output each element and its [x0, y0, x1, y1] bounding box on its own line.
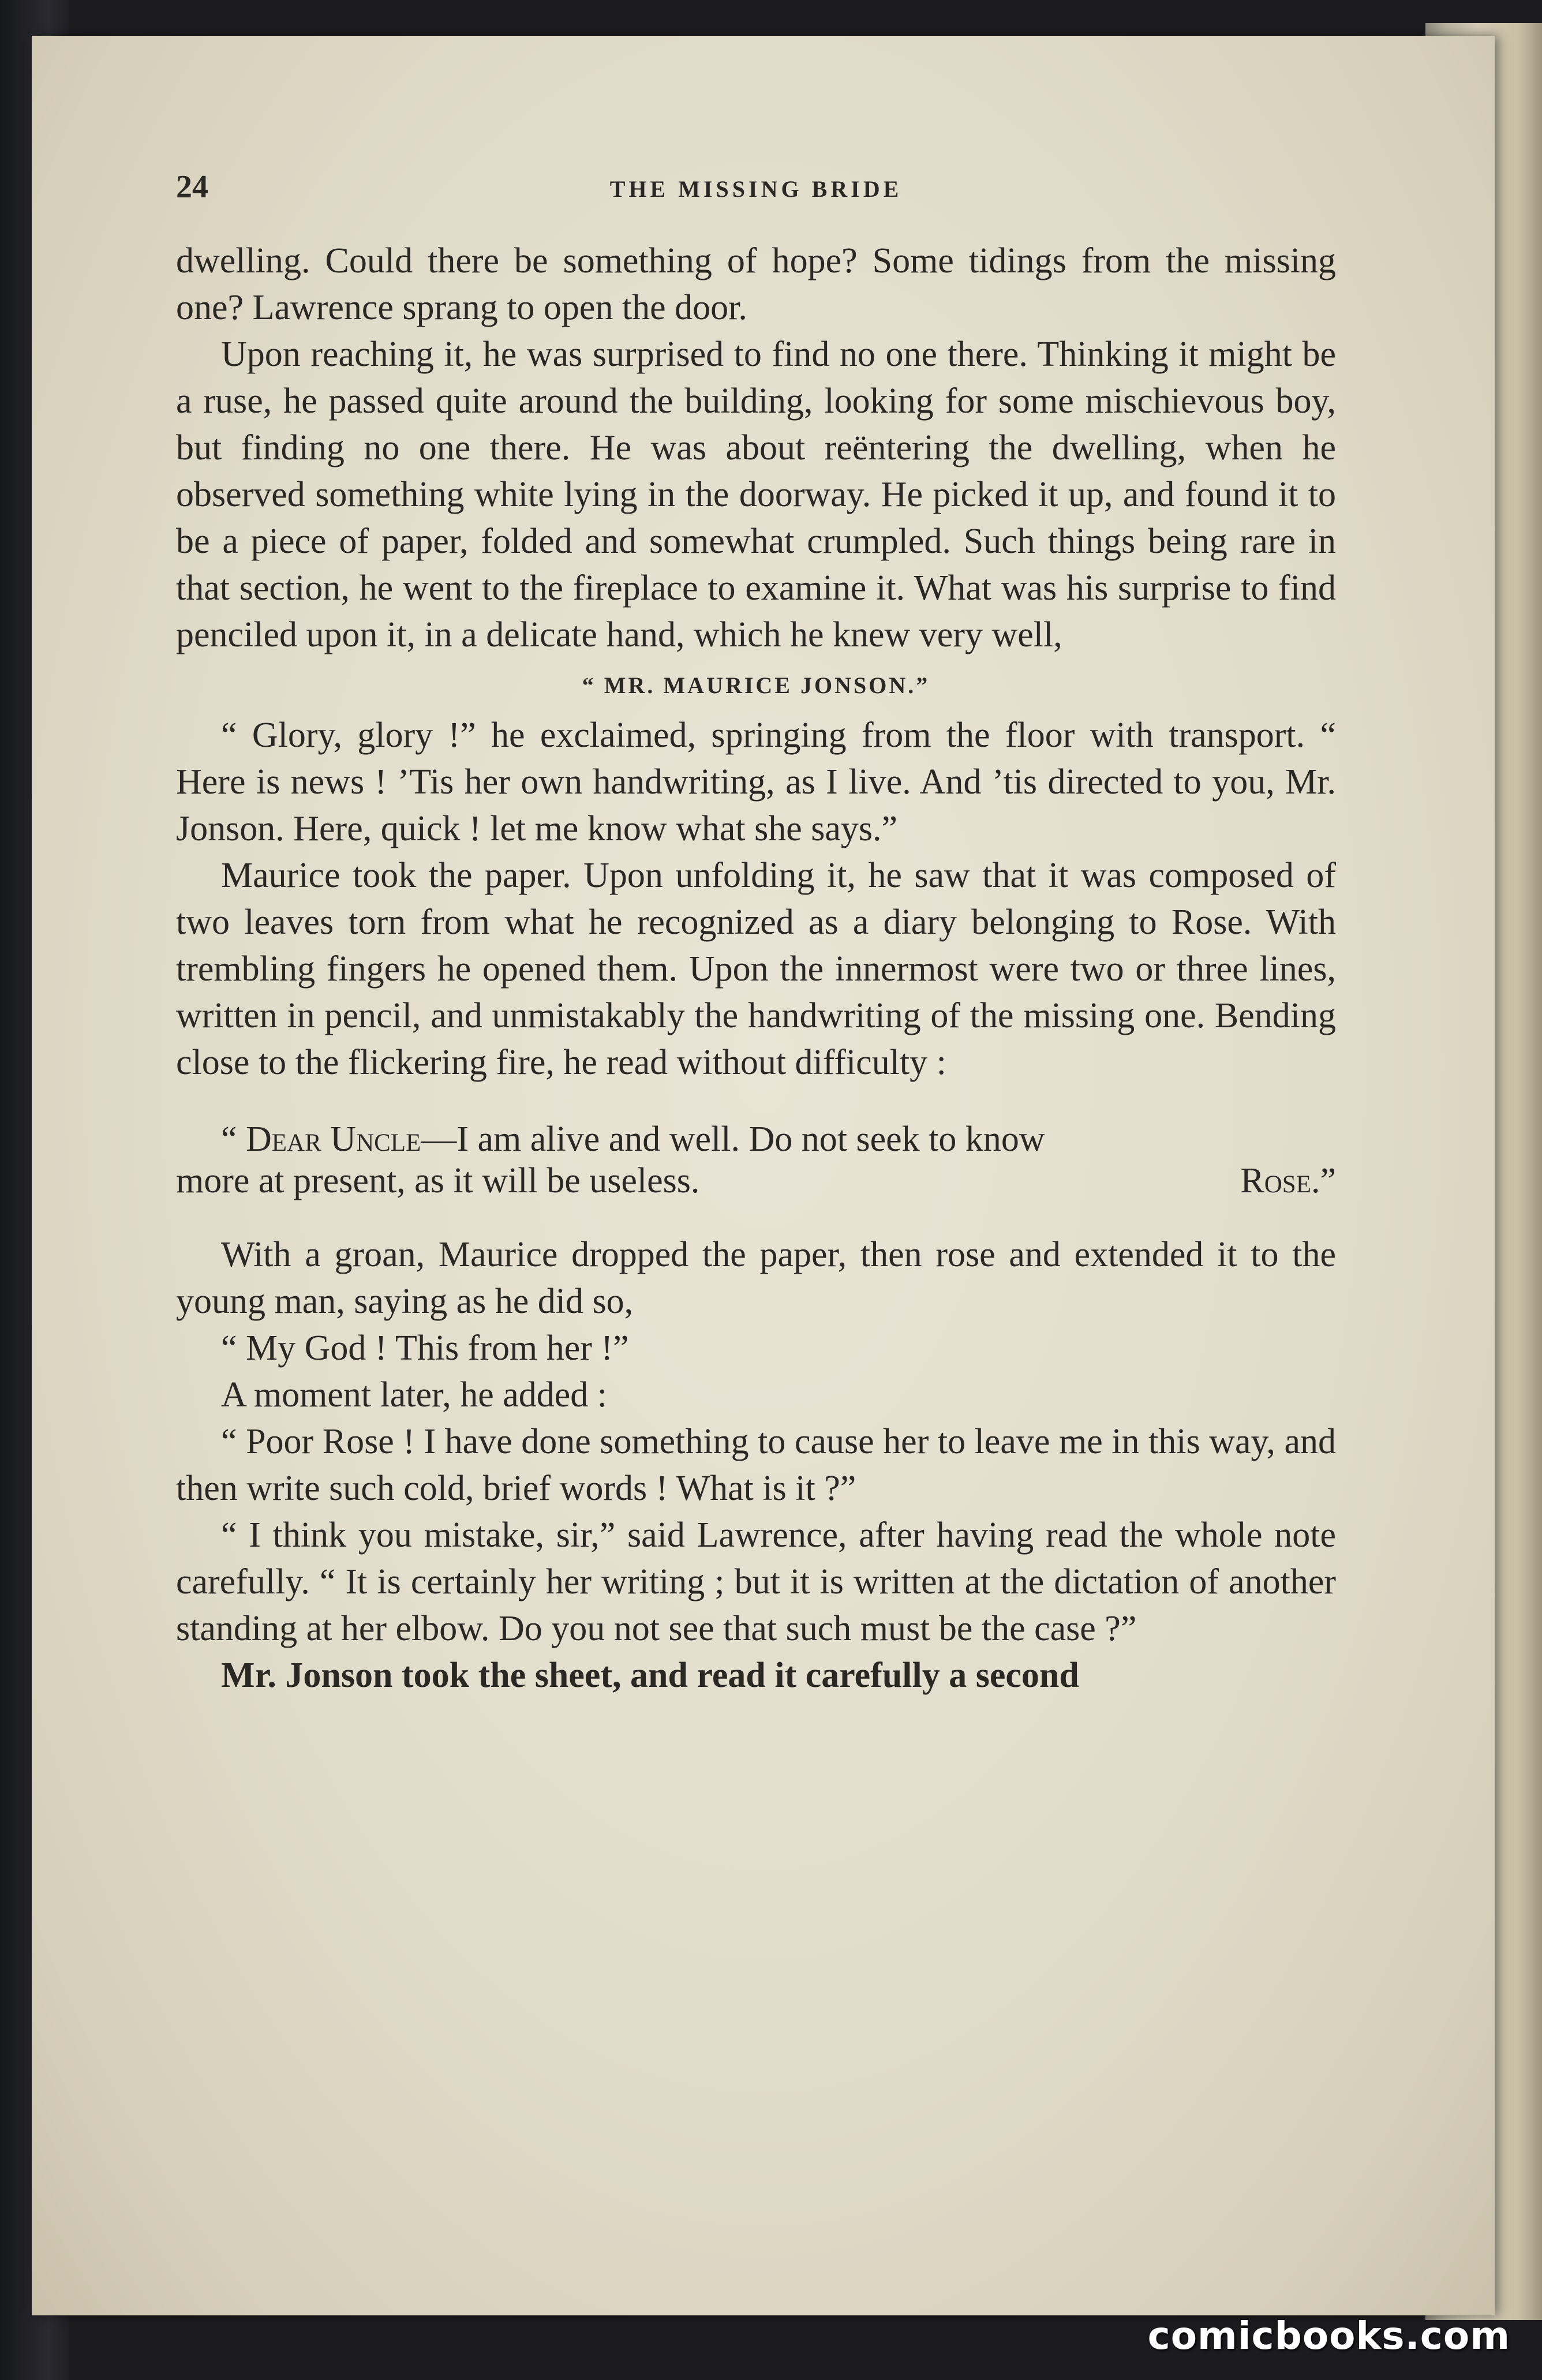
- paragraph-3: “ Glory, glory !” he exclaimed, springing from the floor with transport. “ Here is news ! ’Tis her own handwriting, as I live. And ’tis directed to you, Mr. Jonson. Here, quick ! let me know what she says.”: [176, 716, 1336, 848]
- site-watermark: comicbooks.com: [1147, 2314, 1510, 2358]
- paragraph-9: “ I think you mistake, sir,” said Lawrence, after having read the whole note carefully. “ It is certainly her writing ; but it is written at the dictation of another standing at her elbow. Do you not see that such must be the case ?”: [176, 1515, 1336, 1648]
- paragraph-10: Mr. Jonson took the sheet, and read it carefully a second: [221, 1656, 1079, 1695]
- letter-salutation: “ Dear Uncle: [221, 1120, 421, 1159]
- paragraph-1: dwelling. Could there be something of hope? Some tidings from the missing one? Lawrence sprang to open the door.: [176, 241, 1336, 327]
- page-header: [176, 169, 1336, 215]
- paragraph-2: Upon reaching it, he was surprised to find no one there. Thinking it might be a ruse, he passed quite around the building, looking for some mischievous boy, but finding no one there. He was about reëntering the dwelling, when he observed something white lying in the doorway. He picked it up, and found it to be a piece of paper, folded and somewhat crumpled. Such things being rare in that section, he went to the fireplace to examine it. What was his surprise to find penciled upon it, in a delicate hand, which he knew very well,: [176, 335, 1336, 654]
- paragraph-6: “ My God ! This from her !”: [221, 1329, 629, 1368]
- paragraph-5: With a groan, Maurice dropped the paper, then rose and extended it to the young man, saying as he did so,: [176, 1235, 1336, 1321]
- letter-line-1: —I am alive and well. Do not seek to know: [421, 1120, 1045, 1159]
- book-page: [32, 36, 1495, 2315]
- address-line: “ MR. MAURICE JONSON.”: [582, 672, 930, 698]
- paragraph-4: Maurice took the paper. Upon unfolding it, he saw that it was composed of two leaves torn from what he recognized as a diary belonging to Rose. With trembling fingers he opened them. Upon the innermost were two or three lines, written in pencil, and unmistakably the handwriting of the missing one. Bending close to the flickering fire, he read without difficulty :: [176, 856, 1336, 1082]
- letter-signature: Rose.”: [1240, 1161, 1336, 1200]
- page-number: 24: [176, 169, 208, 205]
- page-text-block: [176, 169, 1336, 1699]
- paragraph-8: “ Poor Rose ! I have done something to cause her to leave me in this way, and then write such cold, brief words ! What is it ?”: [176, 1422, 1336, 1508]
- quoted-letter: [176, 1118, 1336, 1202]
- letter-second-line: [176, 1160, 1336, 1202]
- letter-line-2: more at present, as it will be useless.: [176, 1161, 700, 1200]
- running-title: THE MISSING BRIDE: [609, 176, 903, 202]
- paragraph-7: A moment later, he added :: [221, 1375, 607, 1414]
- letter-first-line: [176, 1118, 1336, 1160]
